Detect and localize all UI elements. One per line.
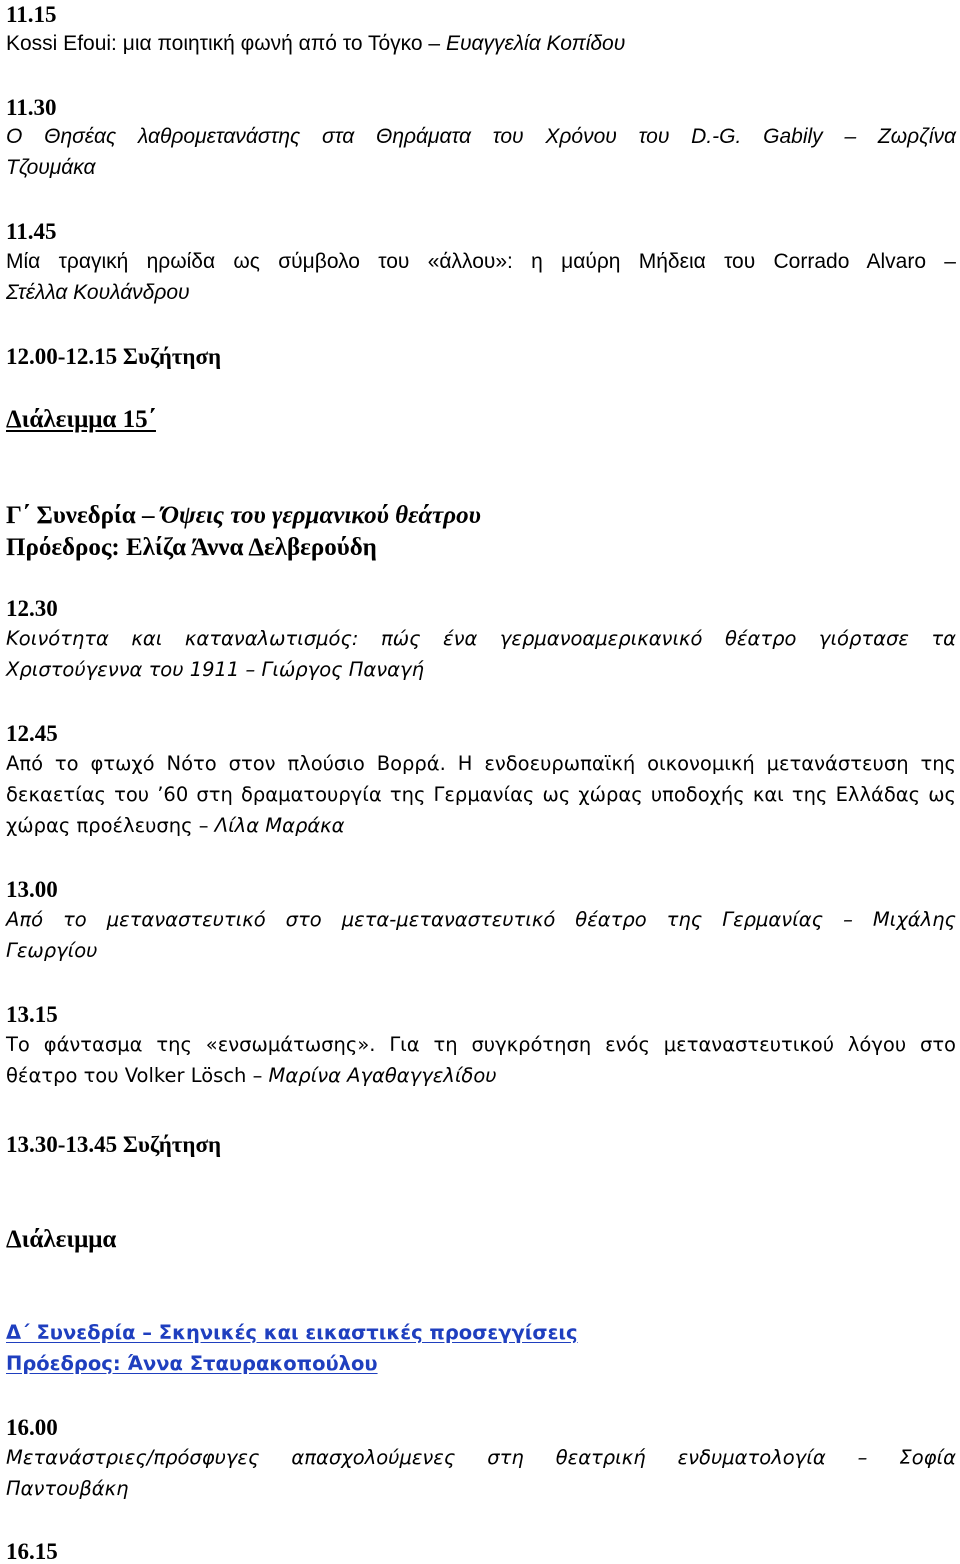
time-11-45: 11.45 [6,219,57,244]
session-c-title [6,503,481,528]
session-d-chair: Πρόεδρος: Άννα Σταυρακοπούλου [6,1352,378,1375]
break-1: Διάλειμμα 15΄ [6,406,156,433]
talk-11-45-line2: Στέλλα Κουλάνδρου [6,281,190,304]
talk-12-45-author: Λίλα Μαράκα [214,814,345,837]
time-13-00: 13.00 [6,877,58,902]
talk-13-00-line2: Γεωργίου [6,939,98,962]
talk-12-45-line3 [6,816,345,836]
time-11-30: 11.30 [6,95,57,120]
talk-16-00-line2: Παντουβάκη [6,1477,129,1500]
talk-13-15-line1: Το φάντασμα της «ενσωμάτωσης». Για τη συγκρότηση ενός μεταναστευτικού λόγου στο [6,1033,956,1056]
talk-11-15-author: Ευαγγελία Κοπίδου [445,32,626,55]
talk-11-30-line2: Τζουμάκα [6,156,96,179]
break-2: Διάλειμμα [6,1226,117,1253]
time-12-30: 12.30 [6,596,58,621]
talk-12-45-line3-text: χώρας προέλευσης – [6,814,215,837]
talk-11-15-text [6,33,625,54]
talk-13-00-line1: Από το μεταναστευτικό στο μετα-μεταναστευτικό θέατρο της Γερμανίας – Μιχάλης [6,908,956,931]
session-d-title: Δ΄ Συνεδρία – Σκηνικές και εικαστικές προσεγγίσεις [6,1321,578,1344]
time-13-15: 13.15 [6,1002,58,1027]
time-11-15: 11.15 [6,2,57,27]
talk-11-15-title: Kossi Efoui: μια ποιητική φωνή από το Τόγκο – [6,32,446,55]
session-c-topic: Όψεις του γερμανικού θεάτρου [160,502,481,529]
discussion-1: 12.00-12.15 Συζήτηση [6,344,222,369]
time-16-00: 16.00 [6,1415,58,1440]
talk-13-15-line2-text: θέατρο του Volker Lösch – [6,1064,269,1087]
talk-12-45-line1: Από το φτωχό Νότο στον πλούσιο Βορρά. Η ενδοευρωπαϊκή οικονομική μετανάστευση της [6,752,956,775]
talk-12-45-line2: δεκαετίας του ’60 στη δραματουργία της Γερμανίας ως χώρας υποδοχής και της Ελλάδας ως [6,783,956,806]
talk-13-15-line2 [6,1066,497,1086]
talk-12-30-line2: Χριστούγεννα του 1911 – Γιώργος Παναγή [6,658,424,681]
talk-11-30-line1: Ο Θησέας λαθρομετανάστης στα Θηράματα του Χρόνου του D.-G. Gabily – Ζωρζίνα [6,125,956,148]
time-12-45: 12.45 [6,721,58,746]
talk-11-45-line1: Μία τραγική ηρωίδα ως σύμβολο του «άλλου»: η μαύρη Μήδεια του Corrado Alvaro – [6,250,956,273]
talk-12-30-line1: Κοινότητα και καταναλωτισμός: πώς ένα γερμανοαμερικανικό θέατρο γιόρτασε τα [6,627,956,650]
discussion-2: 13.30-13.45 Συζήτηση [6,1132,222,1157]
talk-16-00-line1: Μετανάστριες/πρόσφυγες απασχολούμενες στη θεατρική ενδυματολογία – Σοφία [6,1446,956,1469]
session-c-prefix: Γ΄ Συνεδρία – [6,502,161,529]
time-16-15: 16.15 [6,1539,58,1564]
talk-13-15-author: Μαρίνα Αγαθαγγελίδου [268,1064,497,1087]
session-c-chair: Πρόεδρος: Ελίζα Άννα Δελβερούδη [6,534,377,561]
